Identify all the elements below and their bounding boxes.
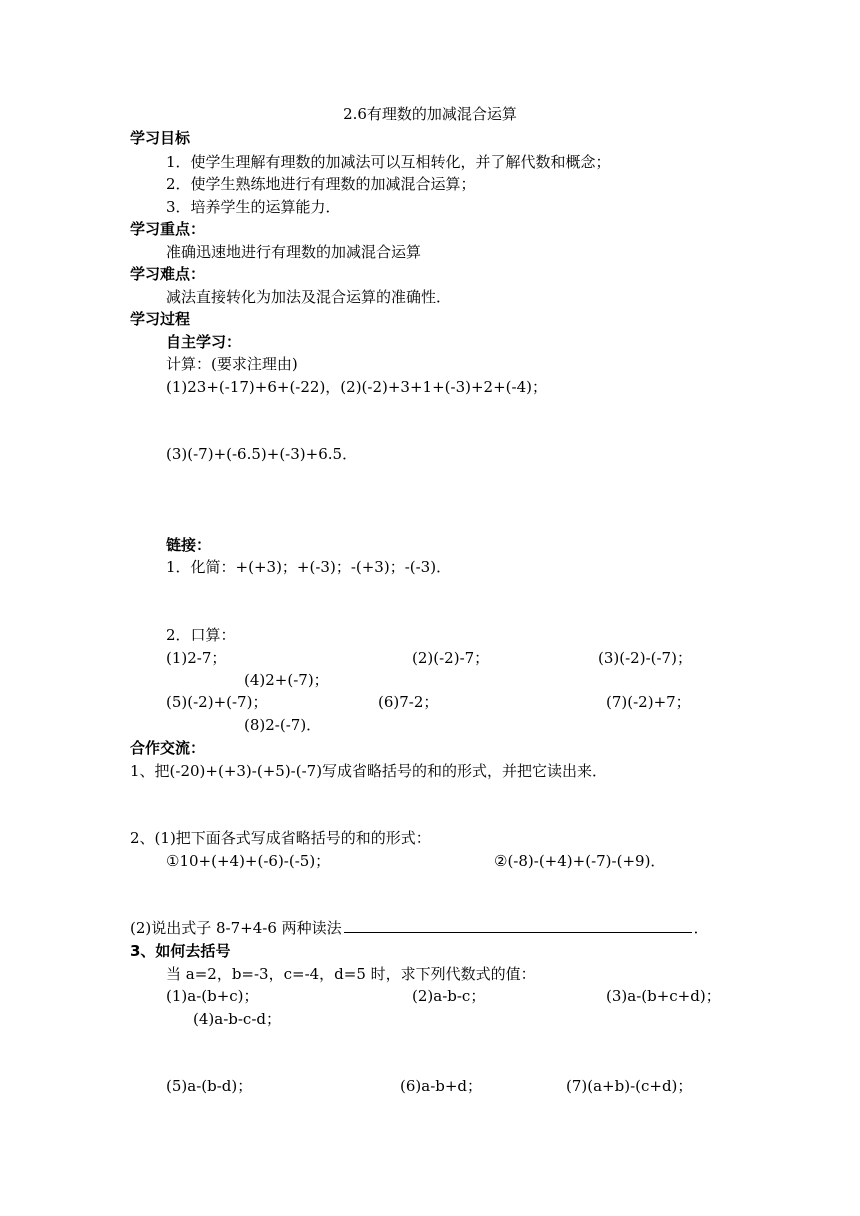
brackets-item: (6)a-b+d； [400, 1077, 483, 1095]
reading-question-text: (2)说出式子 8-7+4-6 两种读法 [130, 919, 342, 937]
brackets-item: (7)(a+b)-(c+d)； [566, 1077, 693, 1095]
brackets-item: (1)a-(b+c)； [166, 987, 259, 1005]
brackets-item: (2)a-b-c； [412, 987, 486, 1005]
cooperation-subitem: ①10+(+4)+(-6)-(-5)； [166, 852, 331, 870]
mental-item: (6)7-2； [378, 693, 439, 711]
key-point-text: 准确迅速地进行有理数的加减混合运算 [166, 243, 422, 261]
cooperation-question: 2、(1)把下面各式写成省略括号的和的形式： [130, 829, 431, 847]
reading-question [130, 918, 709, 938]
cooperation-question: 1、把(-20)+(+3)-(+5)-(-7)写成省略括号的和的形式，并把它读出来． [130, 762, 608, 780]
calc-intro: 计算：(要求注理由) [166, 355, 298, 373]
brackets-intro: 当 a=2，b=-3，c=-4，d=5 时，求下列代数式的值： [166, 965, 536, 983]
difficulty-heading: 学习难点： [130, 265, 206, 283]
difficulty-text: 减法直接转化为加法及混合运算的准确性． [166, 288, 452, 306]
mental-item: (3)(-2)-(-7)； [598, 649, 692, 667]
process-heading: 学习过程 [130, 310, 191, 328]
mental-item: (2)(-2)-7； [412, 649, 490, 667]
goal-item: 2．使学生熟练地进行有理数的加减混合运算； [166, 175, 476, 193]
cooperation-heading: 合作交流： [130, 739, 206, 757]
key-point-heading: 学习重点： [130, 220, 206, 238]
mental-heading: 2．口算： [166, 626, 236, 644]
cooperation-subitem: ②(-8)-(+4)+(-7)-(+9)． [494, 852, 666, 870]
brackets-item: (4)a-b-c-d； [193, 1010, 282, 1028]
answer-blank[interactable] [344, 918, 692, 933]
goals-heading: 学习目标 [130, 129, 191, 147]
mental-item: (8)2-(-7)． [244, 716, 322, 734]
reading-question-end: ． [693, 919, 709, 937]
mental-item: (5)(-2)+(-7)； [166, 693, 268, 711]
calc-problem: (3)(-7)+(-6.5)+(-3)+6.5． [166, 445, 358, 463]
brackets-heading: 3、如何去括号 [130, 942, 231, 960]
link-heading: 链接： [166, 536, 212, 554]
goal-item: 1．使学生理解有理数的加减法可以互相转化，并了解代数和概念； [166, 153, 611, 171]
mental-item: (7)(-2)+7； [606, 693, 691, 711]
calc-problem: (1)23+(-17)+6+(-22)，(2)(-2)+3+1+(-3)+2+(-4)； [166, 378, 547, 396]
mental-item: (4)2+(-7)； [244, 671, 329, 689]
simplify-exercise: 1．化简：+(+3)；+(-3)；-(+3)；-(-3)． [166, 558, 452, 576]
brackets-item: (3)a-(b+c+d)； [606, 987, 721, 1005]
mental-item: (1)2-7； [166, 649, 227, 667]
page-title: 2.6有理数的加减混合运算 [343, 105, 517, 123]
self-study-heading: 自主学习： [166, 333, 242, 351]
goal-item: 3．培养学生的运算能力． [166, 198, 341, 216]
brackets-item: (5)a-(b-d)； [166, 1077, 253, 1095]
